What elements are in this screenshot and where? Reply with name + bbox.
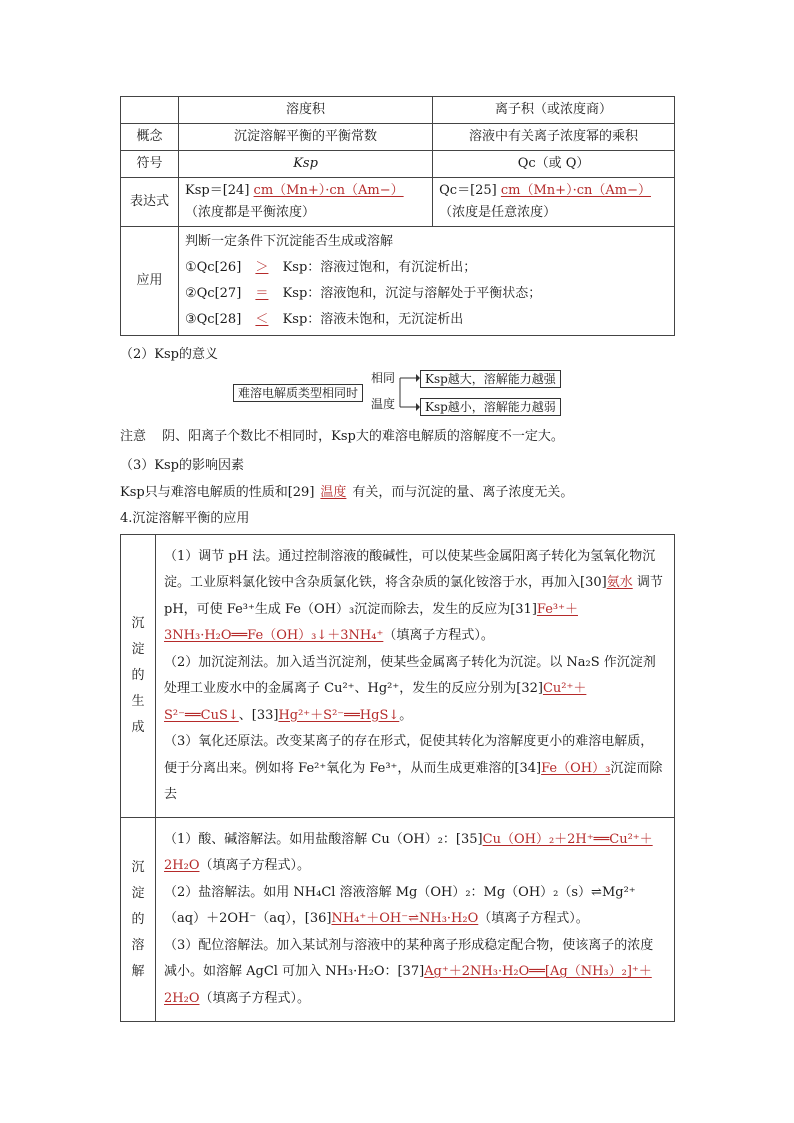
- text: 沉淀而除去: [164, 760, 663, 802]
- paragraph: [164, 650, 666, 730]
- row-label: 概念: [121, 124, 179, 151]
- answer-blank: Cu²⁺＋S²⁻══CuS↓: [164, 681, 587, 723]
- text: 判断一定条件下沉淀能否生成或溶解: [185, 234, 394, 249]
- cell: [156, 535, 675, 818]
- table-row: [121, 151, 675, 178]
- table-header-row: [121, 97, 675, 124]
- cell: 溶液中有关离子浓度幂的乘积: [433, 124, 675, 151]
- paragraph: [164, 729, 666, 809]
- char: 生: [131, 694, 145, 709]
- text: ③Qc[28]: [185, 312, 242, 327]
- paragraph: [164, 827, 666, 880]
- text: 调节 pH，可使 Fe³⁺生成 Fe（OH）₃沉淀而除去，发生的反应为[31]: [164, 575, 663, 617]
- text: （1）酸、碱溶解法。如用盐酸溶解 Cu（OH）₂：[35]: [164, 831, 483, 847]
- text: Ksp只与难溶电解质的性质和[29]: [120, 485, 315, 500]
- note-label: 注意: [120, 429, 147, 444]
- cell: Qc（或 Q）: [433, 151, 675, 178]
- row-label: 表达式: [121, 178, 179, 227]
- side-label-dissolution: [121, 818, 156, 1022]
- text: Ksp：溶液未饱和，无沉淀析出: [282, 312, 464, 327]
- text: （1）调节 pH 法。通过控制溶液的酸碱性，可以使某些金属阳离子转化为氢氧化物沉淀。工业原料氯化铵中含杂质氯化铁，将含杂质的氯化铵溶于水，再加入[30]: [164, 548, 656, 590]
- text: （浓度是任意浓度）: [439, 205, 557, 220]
- text: （3）配位溶解法。加入某试剂与溶液中的某种离子形成稳定配合物，使该离子的浓度减小。如溶解 AgCl 可加入 NH₃·H₂O：[37]: [164, 937, 654, 980]
- cell: [433, 178, 675, 227]
- char: 淀: [131, 885, 145, 901]
- text: ①Qc[26]: [185, 260, 242, 275]
- char: 解: [131, 963, 145, 979]
- answer-blank: 氨水: [606, 575, 633, 590]
- answer-blank: cm（Mn+）·cn（Am−）: [253, 183, 404, 198]
- char: 溶: [131, 937, 145, 953]
- table-row: [121, 178, 675, 227]
- list-item: [185, 307, 668, 333]
- corner-cell: [121, 97, 179, 124]
- answer-blank: ＞: [255, 260, 269, 275]
- paragraph: [164, 880, 666, 933]
- table-row: [121, 535, 675, 818]
- cell: 沉淀溶解平衡的平衡常数: [179, 124, 433, 151]
- row-label: 符号: [121, 151, 179, 178]
- section-title: （2）Ksp的意义: [120, 347, 218, 362]
- cell: [156, 818, 675, 1022]
- side-label-formation: [121, 535, 156, 818]
- char: 成: [131, 720, 145, 735]
- answer-blank: Fe³⁺＋3NH₃·H₂O══Fe（OH）₃↓＋3NH₄⁺: [164, 601, 578, 643]
- table-row: [121, 818, 675, 1022]
- answer-blank: NH₄⁺＋OH⁻⇌NH₃·H₂O: [331, 911, 479, 927]
- text: （填离子方程式）。: [383, 628, 494, 643]
- answer-blank: Cu（OH）₂＋2H⁺══Cu²⁺＋2H₂O: [164, 831, 653, 874]
- answer-blank: cm（Mn+）·cn（Am−）: [500, 183, 651, 198]
- answer-blank: ＜: [255, 312, 269, 327]
- table-row: [121, 227, 675, 336]
- diagram-label-top: 相同: [371, 371, 396, 385]
- text: Qc＝[25]: [439, 183, 497, 198]
- answer-blank: Hg²⁺＋S²⁻══HgS↓: [278, 707, 400, 723]
- section-title: （3）Ksp的影响因素: [120, 458, 244, 473]
- section-title: 4.沉淀溶解平衡的应用: [120, 511, 250, 526]
- list-item: [185, 255, 668, 281]
- table-row: [121, 124, 675, 151]
- char: 沉: [131, 859, 145, 875]
- paragraph: [164, 933, 666, 1013]
- bracket-arrows-icon: [396, 369, 420, 417]
- text: （填离子方程式）。: [199, 858, 310, 874]
- text: （填离子方程式）。: [478, 911, 589, 927]
- char: 的: [131, 911, 145, 927]
- answer-blank: Fe（OH）₃: [541, 760, 611, 776]
- text: Ksp＝[24]: [185, 183, 250, 198]
- text: （2）加沉淀剂法。加入适当沉淀剂，使某些金属离子转化为沉淀。以 Na₂S 作沉淀剂处理工业废水中的金属离子 Cu²⁺、Hg²⁺，发生的反应分别为[32]: [164, 654, 656, 696]
- cell: [179, 227, 675, 336]
- text: ②Qc[27]: [185, 286, 242, 301]
- cell: [179, 178, 433, 227]
- row-label: 应用: [121, 227, 179, 336]
- paragraph: [164, 544, 666, 650]
- ksp-meaning-diagram: [233, 369, 563, 417]
- text: （填离子方程式）。: [199, 990, 310, 1006]
- list-item: [185, 281, 668, 307]
- text: 、[33]: [238, 707, 279, 723]
- application-table: [120, 534, 675, 1022]
- note-text: 阴、阳离子个数比不相同时，Ksp大的难溶电解质的溶解度不一定大。: [162, 429, 564, 444]
- answer-blank: ＝: [255, 286, 269, 301]
- diagram-label-bottom: 温度: [371, 397, 396, 411]
- text: （2）盐溶解法。如用 NH₄Cl 溶液溶解 Mg（OH）₂：Mg（OH）₂（s）⇌Mg²⁺（aq）＋2OH⁻（aq），[36]: [164, 884, 636, 927]
- ksp-comparison-table: [120, 96, 675, 336]
- diagram-left-box: 难溶电解质类型相同时: [233, 384, 363, 402]
- char: 沉: [131, 616, 145, 631]
- answer-blank: 温度: [320, 485, 347, 500]
- text: 。: [399, 707, 413, 723]
- text: （浓度都是平衡浓度）: [185, 205, 316, 220]
- text: 有关，而与沉淀的量、离子浓度无关。: [352, 485, 574, 500]
- diagram-top-right-box: Ksp越大，溶解能力越强: [420, 370, 561, 388]
- header-qc: 离子积（或浓度商）: [433, 97, 675, 124]
- char: 的: [131, 668, 145, 683]
- text: （3）氧化还原法。改变某离子的存在形式，促使其转化为溶解度更小的难溶电解质，便于分离出来。例如将 Fe²⁺氧化为 Fe³⁺，从而生成更难溶的[34]: [164, 734, 654, 776]
- text: Ksp：溶液饱和，沉淀与溶解处于平衡状态；: [282, 286, 542, 301]
- answer-blank: Ag⁺＋2NH₃·H₂O══[Ag（NH₃）₂]⁺＋2H₂O: [164, 964, 652, 1006]
- header-ksp: 溶度积: [179, 97, 433, 124]
- text: Ksp：溶液过饱和，有沉淀析出；: [282, 260, 477, 275]
- cell: Ksp: [179, 151, 433, 178]
- char: 淀: [131, 642, 145, 657]
- note: [120, 425, 564, 444]
- diagram-bottom-right-box: Ksp越小，溶解能力越弱: [420, 398, 561, 416]
- paragraph: [120, 481, 573, 500]
